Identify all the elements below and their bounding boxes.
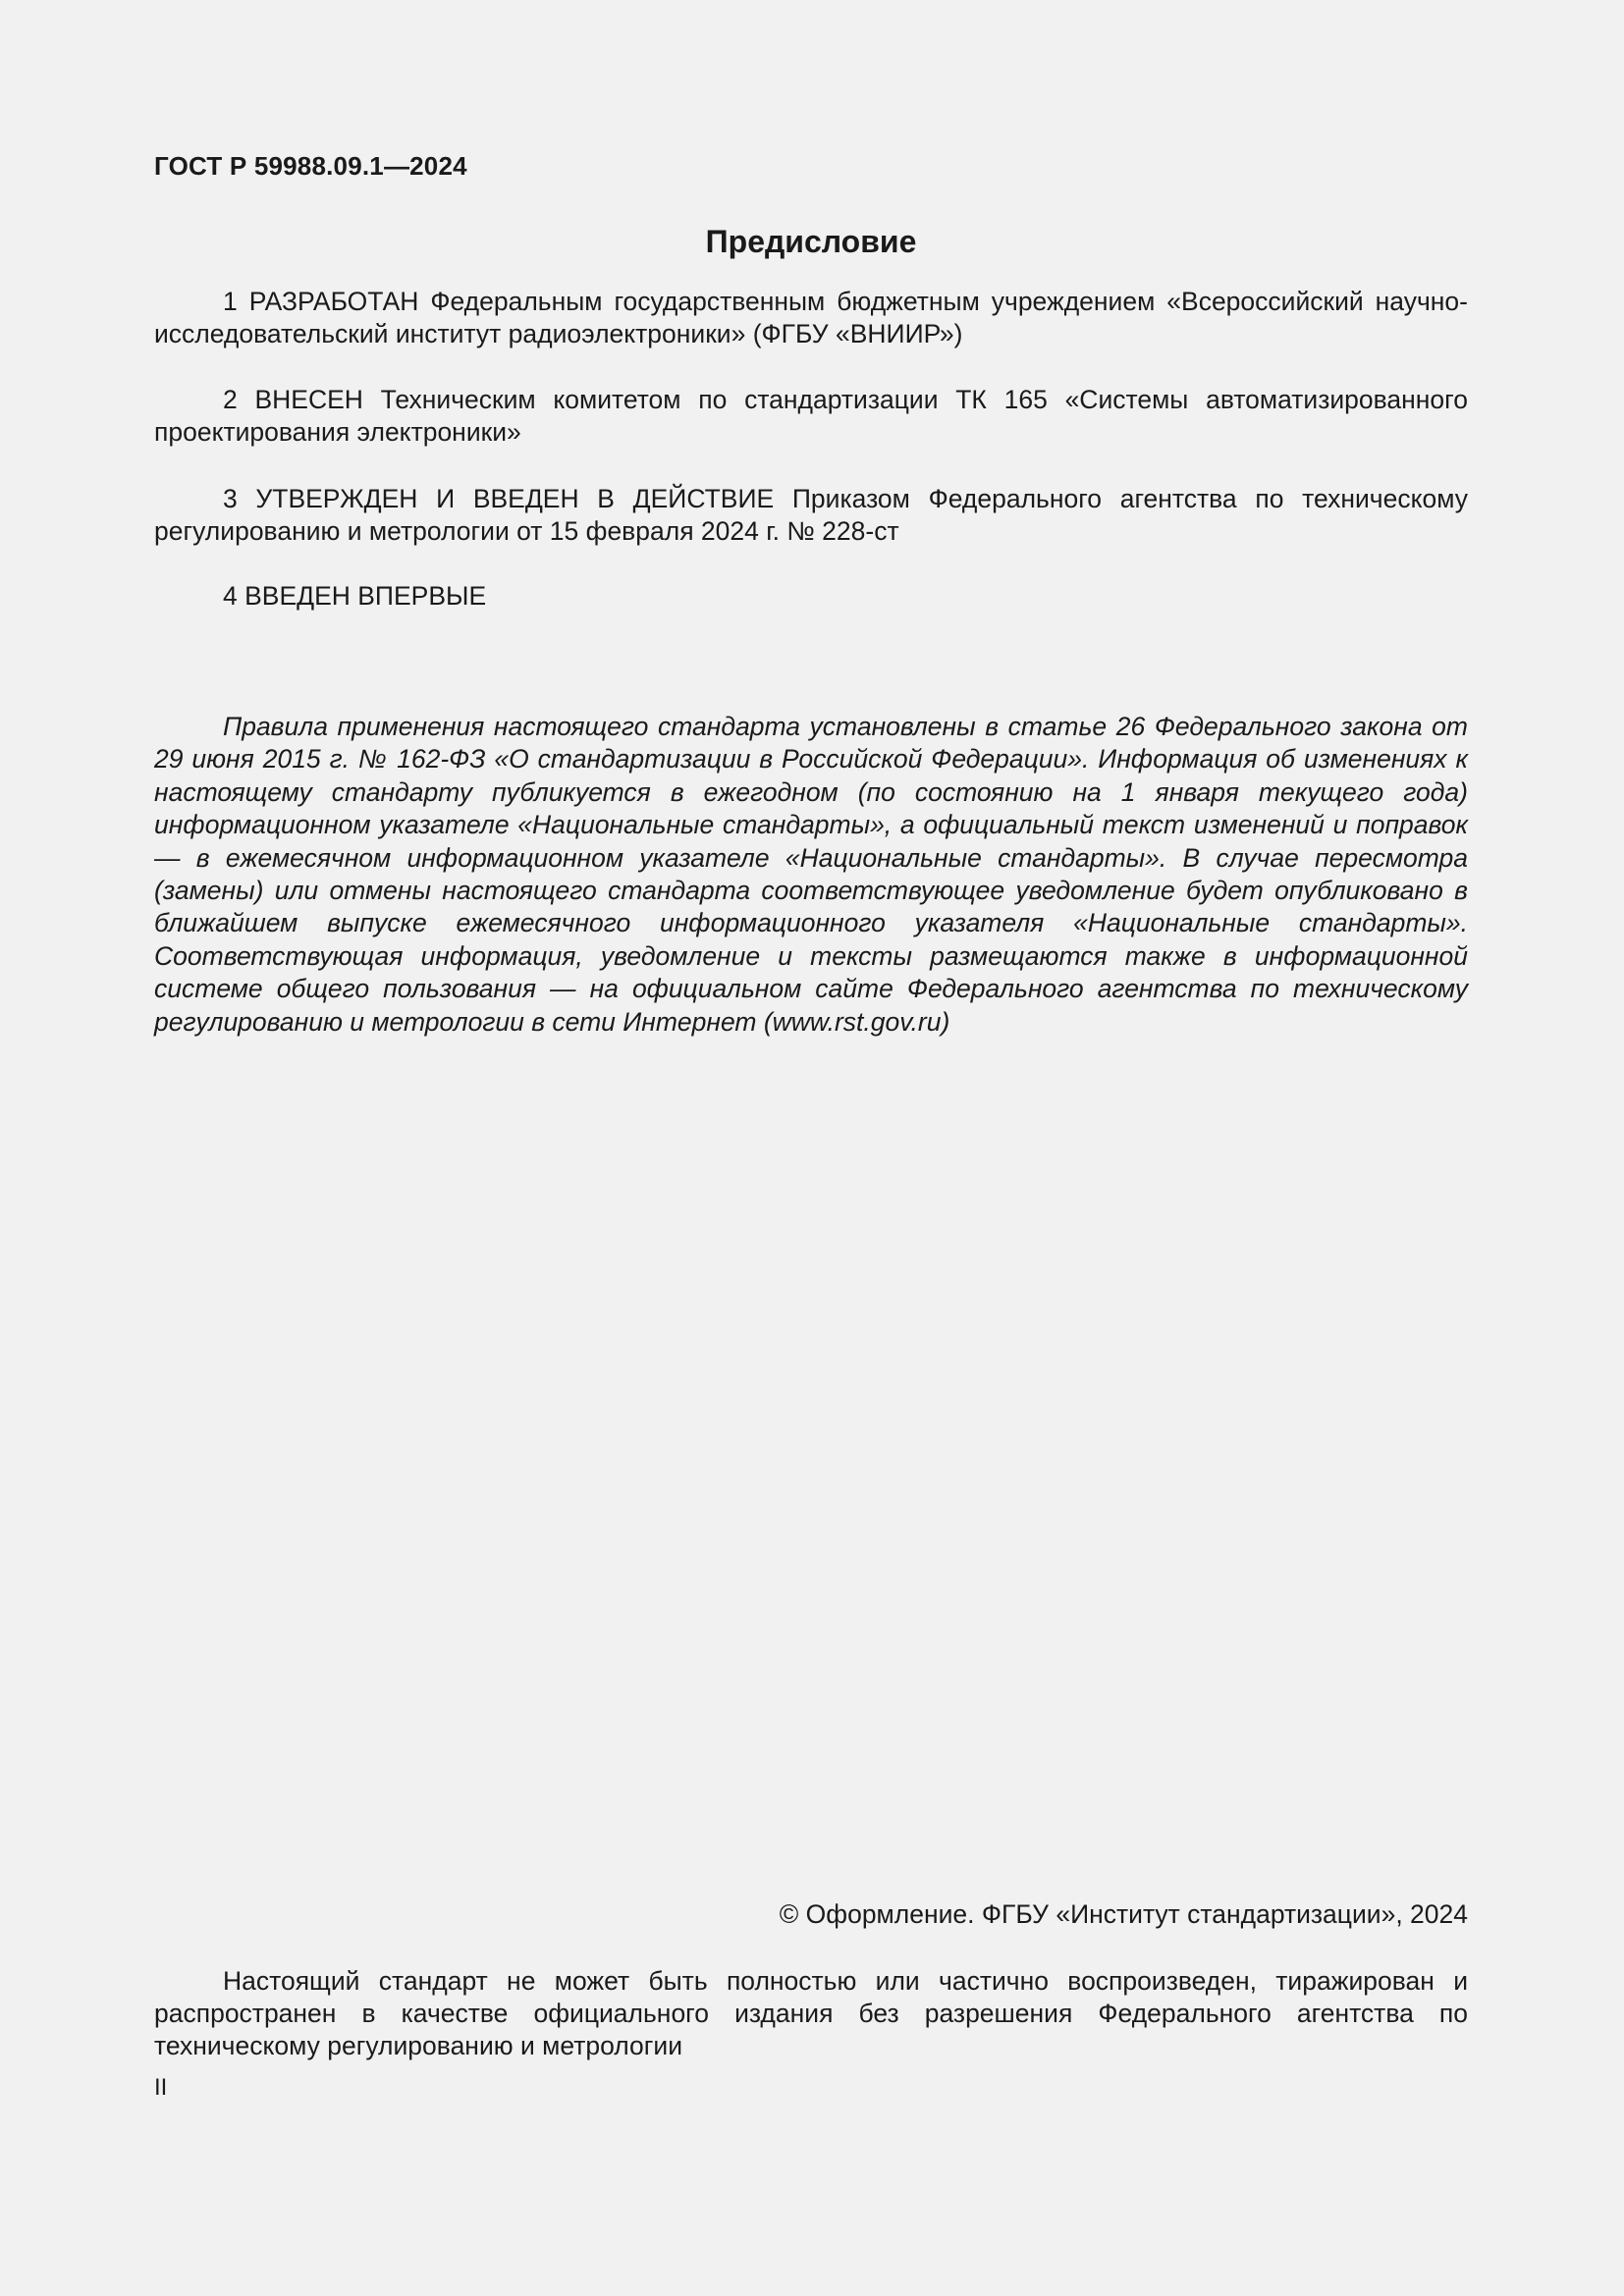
copyright-line: © Оформление. ФГБУ «Институт стандартизации», 2024 xyxy=(779,1899,1468,1929)
page-number: II xyxy=(154,2074,168,2101)
page-title: Предисловие xyxy=(705,224,917,259)
application-rules-notice: Правила применения настоящего стандарта установлены в статье 26 Федерального закона от 29 июня 2015 г. № 162-ФЗ «О стандартизации в Российской Федерации». Информация об изменениях к настоящему стандарту публикуется в ежегодном (по состоянию на 1 января текущего года) информационном указателе «Национальные стандарты», а официальный текст изменений и поправок — в ежемесячном информационном указателе «Национальные стандарты». В случае пересмотра (замены) или отмены настоящего стандарта соответствующее уведомление будет опубликовано в ближайшем выпуске ежемесячного информационного указателя «Национальные стандарты». Соответствующая информация, уведомление и тексты размещаются также в информационной системе общего пользования — на официальном сайте Федерального агентства по техническому регулированию и метрологии в сети Интернет (www.rst.gov.ru) xyxy=(154,712,1468,1037)
foreword-item-1: 1 РАЗРАБОТАН Федеральным государственным бюджетным учреждением «Всероссийский научно-исследовательский институт радиоэлектроники» (ФГБУ «ВНИИР») xyxy=(154,287,1468,348)
reproduction-restriction: Настоящий стандарт не может быть полностью или частично воспроизведен, тиражирован и распространен в качестве официального издания без разрешения Федерального агентства по техническому регулированию и метрологии xyxy=(154,1966,1468,2060)
foreword-item-3: 3 УТВЕРЖДЕН И ВВЕДЕН В ДЕЙСТВИЕ Приказом Федерального агентства по техническому регулированию и метрологии от 15 февраля 2024 г. № 228-ст xyxy=(154,484,1468,546)
document-code: ГОСТ Р 59988.09.1—2024 xyxy=(154,151,467,181)
foreword-item-2: 2 ВНЕСЕН Техническим комитетом по стандартизации ТК 165 «Системы автоматизированного проектирования электроники» xyxy=(154,385,1468,447)
foreword-item-4: 4 ВВЕДЕН ВПЕРВЫЕ xyxy=(223,581,487,611)
